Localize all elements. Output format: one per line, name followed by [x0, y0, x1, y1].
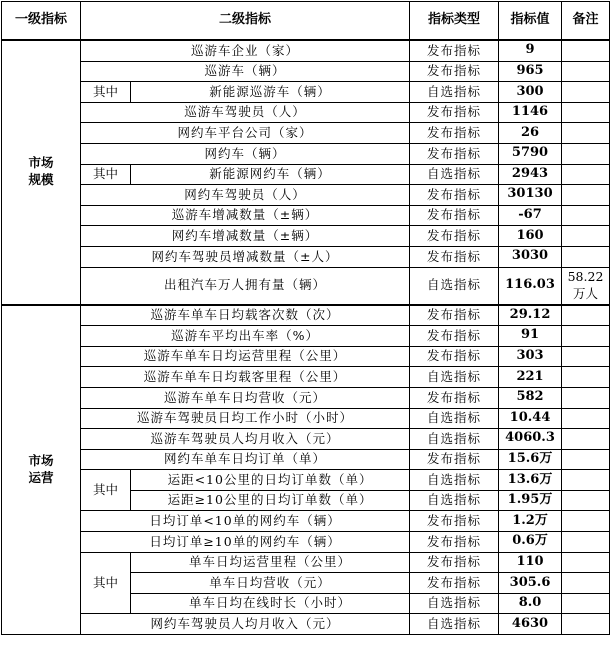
indicator-value: 221: [499, 367, 562, 388]
indicator-type: 发布指标: [410, 123, 499, 144]
indicator-value: 110: [499, 552, 562, 573]
indicator-value: 10.44: [499, 408, 562, 429]
qizhong-label: 其中: [81, 82, 131, 103]
indicator-type: 发布指标: [410, 185, 499, 206]
indicator-note: [562, 326, 610, 347]
table-row: [2, 326, 610, 347]
qizhong-label: 其中: [81, 164, 131, 185]
indicator-type: 发布指标: [410, 61, 499, 82]
indicator-type: 发布指标: [410, 305, 499, 326]
indicator-value: 300: [499, 82, 562, 103]
level2-indicator: 网约车（辆）: [81, 143, 410, 164]
indicator-type: 自选指标: [410, 470, 499, 491]
qizhong-label: 其中: [81, 470, 131, 511]
indicator-type: 发布指标: [410, 326, 499, 347]
level2-indicator: 巡游车企业（家）: [81, 40, 410, 61]
indicator-value: 3030: [499, 246, 562, 267]
indicator-type: 自选指标: [410, 593, 499, 614]
indicator-type: 发布指标: [410, 449, 499, 470]
indicator-note: [562, 614, 610, 635]
indicator-type: 自选指标: [410, 267, 499, 305]
indicator-value: 160: [499, 226, 562, 247]
indicator-type: 自选指标: [410, 164, 499, 185]
indicator-type: 自选指标: [410, 614, 499, 635]
indicator-note: [562, 40, 610, 61]
level2-indicator: 巡游车平均出车率（%）: [81, 326, 410, 347]
level2-indicator: 巡游车单车日均运营里程（公里）: [81, 346, 410, 367]
indicator-note: [562, 511, 610, 532]
table-row: [2, 205, 610, 226]
indicator-value: 2943: [499, 164, 562, 185]
indicator-type: 发布指标: [410, 552, 499, 573]
indicator-note: [562, 593, 610, 614]
level2-indicator: 日均订单≥10单的网约车（辆）: [81, 532, 410, 553]
indicator-type: 发布指标: [410, 143, 499, 164]
header-level2: 二级指标: [81, 2, 410, 41]
indicator-note: [562, 532, 610, 553]
level2-indicator: 新能源网约车（辆）: [131, 164, 410, 185]
table-row: [2, 614, 610, 635]
qizhong-label: 其中: [81, 552, 131, 614]
level2-indicator: 网约车增减数量（±辆）: [81, 226, 410, 247]
indicator-value: 1.95万: [499, 490, 562, 511]
level1-indicator: 市场 规模: [2, 40, 81, 305]
indicator-note: [562, 470, 610, 491]
indicator-type: 自选指标: [410, 408, 499, 429]
level2-indicator: 单车日均营收（元）: [131, 573, 410, 594]
level2-indicator: 出租汽车万人拥有量（辆）: [81, 267, 410, 305]
header-level1: 一级指标: [2, 2, 81, 41]
indicator-note: [562, 552, 610, 573]
table-row: [2, 367, 610, 388]
level2-indicator: 网约车驾驶员增减数量（±人）: [81, 246, 410, 267]
table-row: [2, 82, 610, 103]
indicator-note: 58.22 万人: [562, 267, 610, 305]
indicator-note: [562, 185, 610, 206]
indicator-note: [562, 164, 610, 185]
table-row: [2, 305, 610, 326]
table-row: [2, 346, 610, 367]
indicator-type: 发布指标: [410, 102, 499, 123]
indicator-value: 29.12: [499, 305, 562, 326]
indicator-type: 发布指标: [410, 246, 499, 267]
table-row: [2, 61, 610, 82]
table-row: [2, 164, 610, 185]
indicator-value: 30130: [499, 185, 562, 206]
level2-indicator: 运距<10公里的日均订单数（单）: [131, 470, 410, 491]
table-row: [2, 387, 610, 408]
indicator-type: 发布指标: [410, 511, 499, 532]
header-type: 指标类型: [410, 2, 499, 41]
table-row: [2, 470, 610, 491]
indicator-type: 发布指标: [410, 387, 499, 408]
header-note: 备注: [562, 2, 610, 41]
table-row: [2, 408, 610, 429]
table-row: [2, 532, 610, 553]
indicator-value: 303: [499, 346, 562, 367]
indicator-type: 发布指标: [410, 205, 499, 226]
indicator-note: [562, 123, 610, 144]
indicator-note: [562, 305, 610, 326]
indicator-note: [562, 387, 610, 408]
indicator-value: 13.6万: [499, 470, 562, 491]
indicator-value: 26: [499, 123, 562, 144]
level2-indicator: 巡游车驾驶员人均月收入（元）: [81, 429, 410, 450]
header-value: 指标值: [499, 2, 562, 41]
table-row: [2, 102, 610, 123]
table-row: [2, 449, 610, 470]
table-row: [2, 40, 610, 61]
indicator-note: [562, 367, 610, 388]
indicator-value: 305.6: [499, 573, 562, 594]
indicator-value: 4060.3: [499, 429, 562, 450]
indicator-note: [562, 346, 610, 367]
header-row: [2, 2, 610, 41]
indicator-note: [562, 429, 610, 450]
indicator-type: 发布指标: [410, 532, 499, 553]
indicator-note: [562, 449, 610, 470]
indicator-note: [562, 246, 610, 267]
level2-indicator: 网约车单车日均订单（单）: [81, 449, 410, 470]
level2-indicator: 单车日均运营里程（公里）: [131, 552, 410, 573]
level1-indicator: 市场 运营: [2, 305, 81, 635]
level2-indicator: 单车日均在线时长（小时）: [131, 593, 410, 614]
indicator-value: 8.0: [499, 593, 562, 614]
level2-indicator: 巡游车单车日均载客里程（公里）: [81, 367, 410, 388]
indicator-value: 582: [499, 387, 562, 408]
indicator-note: [562, 102, 610, 123]
indicator-note: [562, 573, 610, 594]
indicator-value: 5790: [499, 143, 562, 164]
indicator-value: 1.2万: [499, 511, 562, 532]
level2-indicator: 巡游车（辆）: [81, 61, 410, 82]
level2-indicator: 网约车驾驶员人均月收入（元）: [81, 614, 410, 635]
indicator-value: 116.03: [499, 267, 562, 305]
table-row: [2, 185, 610, 206]
level2-indicator: 巡游车驾驶员（人）: [81, 102, 410, 123]
indicator-value: 15.6万: [499, 449, 562, 470]
level2-indicator: 巡游车增减数量（±辆）: [81, 205, 410, 226]
indicator-type: 自选指标: [410, 490, 499, 511]
level2-indicator: 巡游车单车日均载客次数（次）: [81, 305, 410, 326]
indicator-value: 91: [499, 326, 562, 347]
indicator-note: [562, 490, 610, 511]
table-row: [2, 246, 610, 267]
indicator-note: [562, 82, 610, 103]
table-row: [2, 226, 610, 247]
indicator-value: 0.6万: [499, 532, 562, 553]
level2-indicator: 巡游车驾驶员日均工作小时（小时）: [81, 408, 410, 429]
indicator-note: [562, 205, 610, 226]
level2-indicator: 日均订单<10单的网约车（辆）: [81, 511, 410, 532]
indicator-type: 自选指标: [410, 82, 499, 103]
indicator-note: [562, 226, 610, 247]
indicator-note: [562, 143, 610, 164]
table-row: [2, 267, 610, 305]
level2-indicator: 网约车驾驶员（人）: [81, 185, 410, 206]
level2-indicator: 运距≥10公里的日均订单数（单）: [131, 490, 410, 511]
indicator-value: 1146: [499, 102, 562, 123]
indicator-type: 发布指标: [410, 573, 499, 594]
table-row: [2, 123, 610, 144]
indicator-note: [562, 408, 610, 429]
table-row: [2, 429, 610, 450]
indicator-type: 自选指标: [410, 367, 499, 388]
indicator-note: [562, 61, 610, 82]
table-row: [2, 511, 610, 532]
indicator-type: 发布指标: [410, 346, 499, 367]
table-row: [2, 552, 610, 573]
indicator-value: 965: [499, 61, 562, 82]
indicator-type: 发布指标: [410, 40, 499, 61]
level2-indicator: 巡游车单车日均营收（元）: [81, 387, 410, 408]
indicator-value: 9: [499, 40, 562, 61]
level2-indicator: 新能源巡游车（辆）: [131, 82, 410, 103]
indicator-value: 4630: [499, 614, 562, 635]
table-body: [2, 40, 610, 635]
indicator-value: -67: [499, 205, 562, 226]
table-row: [2, 143, 610, 164]
indicator-type: 发布指标: [410, 226, 499, 247]
level2-indicator: 网约车平台公司（家）: [81, 123, 410, 144]
indicator-type: 自选指标: [410, 429, 499, 450]
indicator-table: [1, 1, 610, 635]
